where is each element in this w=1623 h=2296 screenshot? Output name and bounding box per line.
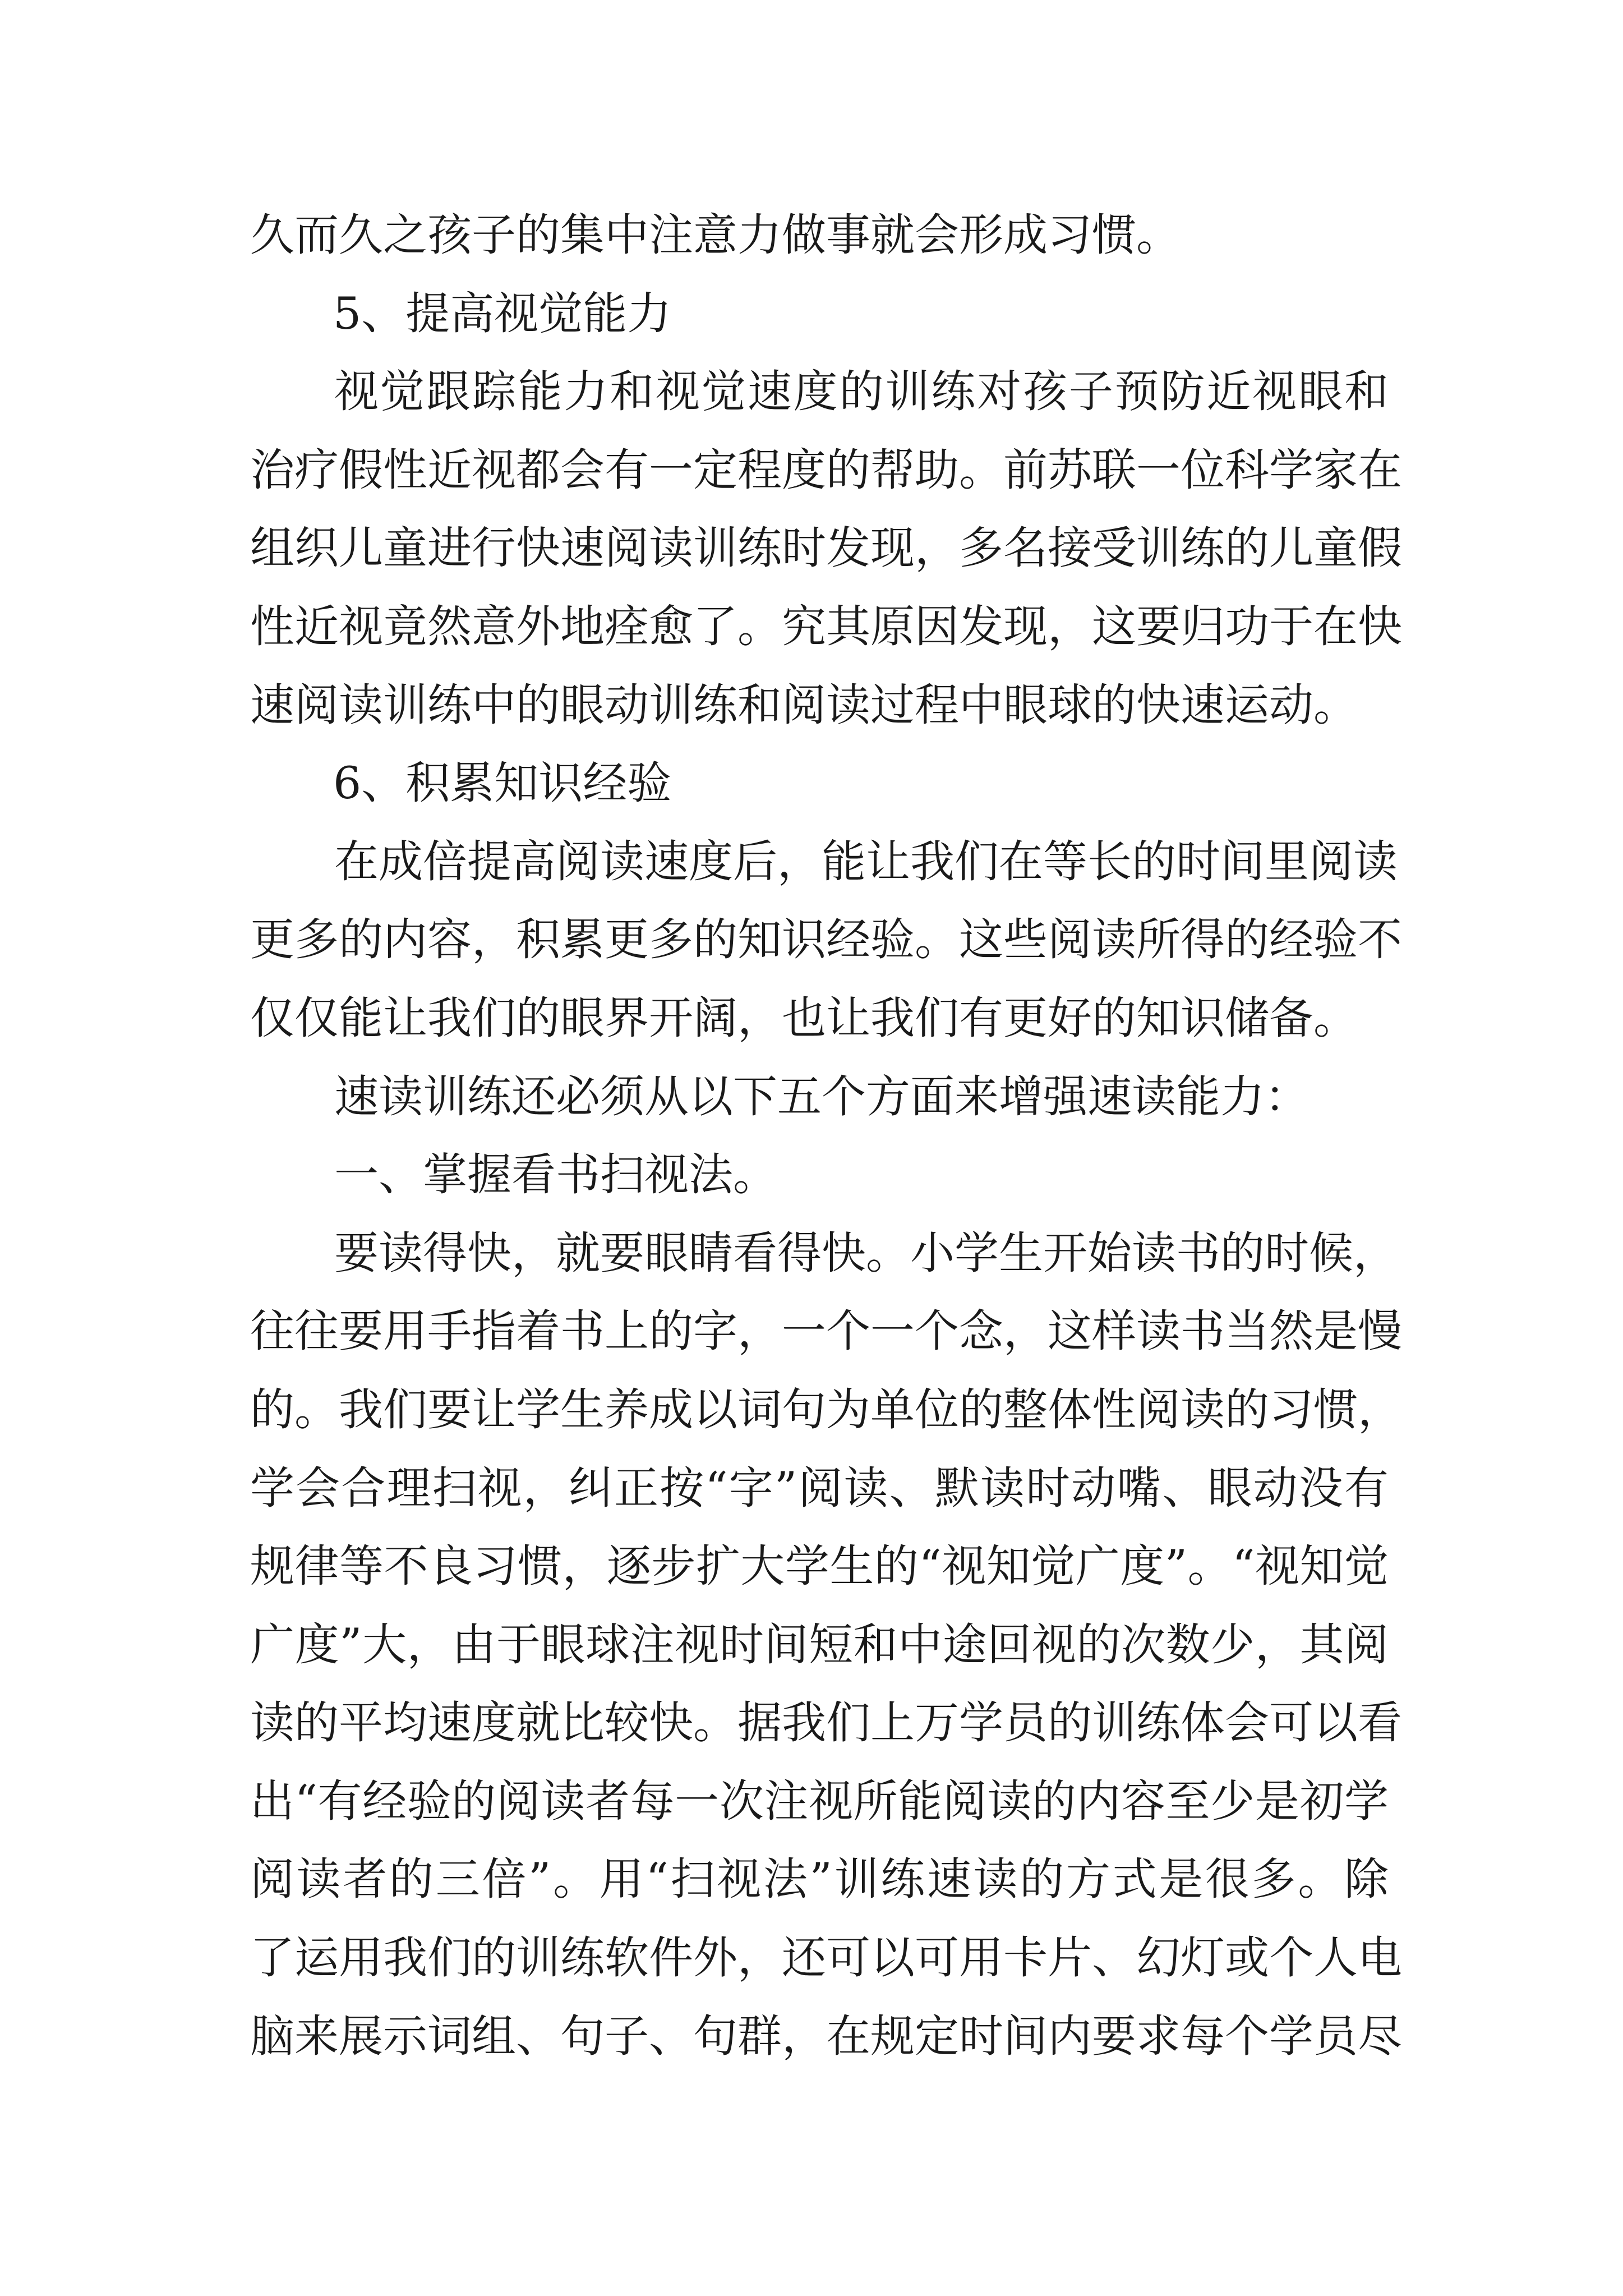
text-line: 在成倍提高阅读速度后，能让我们在等长的时间里阅读 <box>334 835 1398 887</box>
text-line: 了运用我们的训练软件外，还可以可用卡片、幻灯或个人电 <box>250 1932 1402 1984</box>
text-line: 学会合理扫视，纠正按“字”阅读、默读时动嘴、眼动没有 <box>250 1462 1389 1514</box>
text-line: 视觉跟踪能力和视觉速度的训练对孩子预防近视眼和 <box>334 366 1389 418</box>
section-heading: 一、掌握看书扫视法。 <box>334 1149 777 1201</box>
text-line: 阅读者的三倍”。用“扫视法”训练速读的方式是很多。除 <box>250 1853 1389 1906</box>
text-line: 组织儿童进行快速阅读训练时发现，多名接受训练的儿童假 <box>250 522 1402 574</box>
text-line: 广度”大，由于眼球注视时间短和中途回视的次数少，其阅 <box>250 1618 1389 1671</box>
text-line: 治疗假性近视都会有一定程度的帮助。前苏联一位科学家在 <box>250 444 1402 496</box>
section-heading: 6、积累知识经验 <box>333 757 672 809</box>
text-line: 速阅读训练中的眼动训练和阅读过程中眼球的快速运动。 <box>250 679 1358 731</box>
text-line: 的。我们要让学生养成以词句为单位的整体性阅读的习惯， <box>250 1383 1402 1435</box>
text-line: 读的平均速度就比较快。据我们上万学员的训练体会可以看 <box>250 1697 1402 1749</box>
text-line: 久而久之孩子的集中注意力做事就会形成习惯。 <box>250 209 1181 261</box>
text-line: 更多的内容，积累更多的知识经验。这些阅读所得的经验不 <box>250 914 1402 966</box>
text-line: 往往要用手指着书上的字，一个一个念，这样读书当然是慢 <box>250 1305 1402 1358</box>
text-line: 速读训练还必须从以下五个方面来增强速读能力： <box>334 1070 1309 1122</box>
text-line: 脑来展示词组、句子、句群，在规定时间内要求每个学员尽 <box>250 2010 1402 2062</box>
text-line: 要读得快，就要眼睛看得快。小学生开始读书的时候， <box>334 1227 1398 1279</box>
text-line: 出“有经验的阅读者每一次注视所能阅读的内容至少是初学 <box>250 1775 1389 1827</box>
body-text <box>250 196 1402 2076</box>
section-heading: 5、提高视觉能力 <box>333 287 672 339</box>
text-line: 性近视竟然意外地痊愈了。究其原因发现，这要归功于在快 <box>250 600 1402 652</box>
text-line: 规律等不良习惯，逐步扩大学生的“视知觉广度”。“视知觉 <box>250 1540 1389 1593</box>
text-line: 仅仅能让我们的眼界开阔，也让我们有更好的知识储备。 <box>250 992 1358 1044</box>
